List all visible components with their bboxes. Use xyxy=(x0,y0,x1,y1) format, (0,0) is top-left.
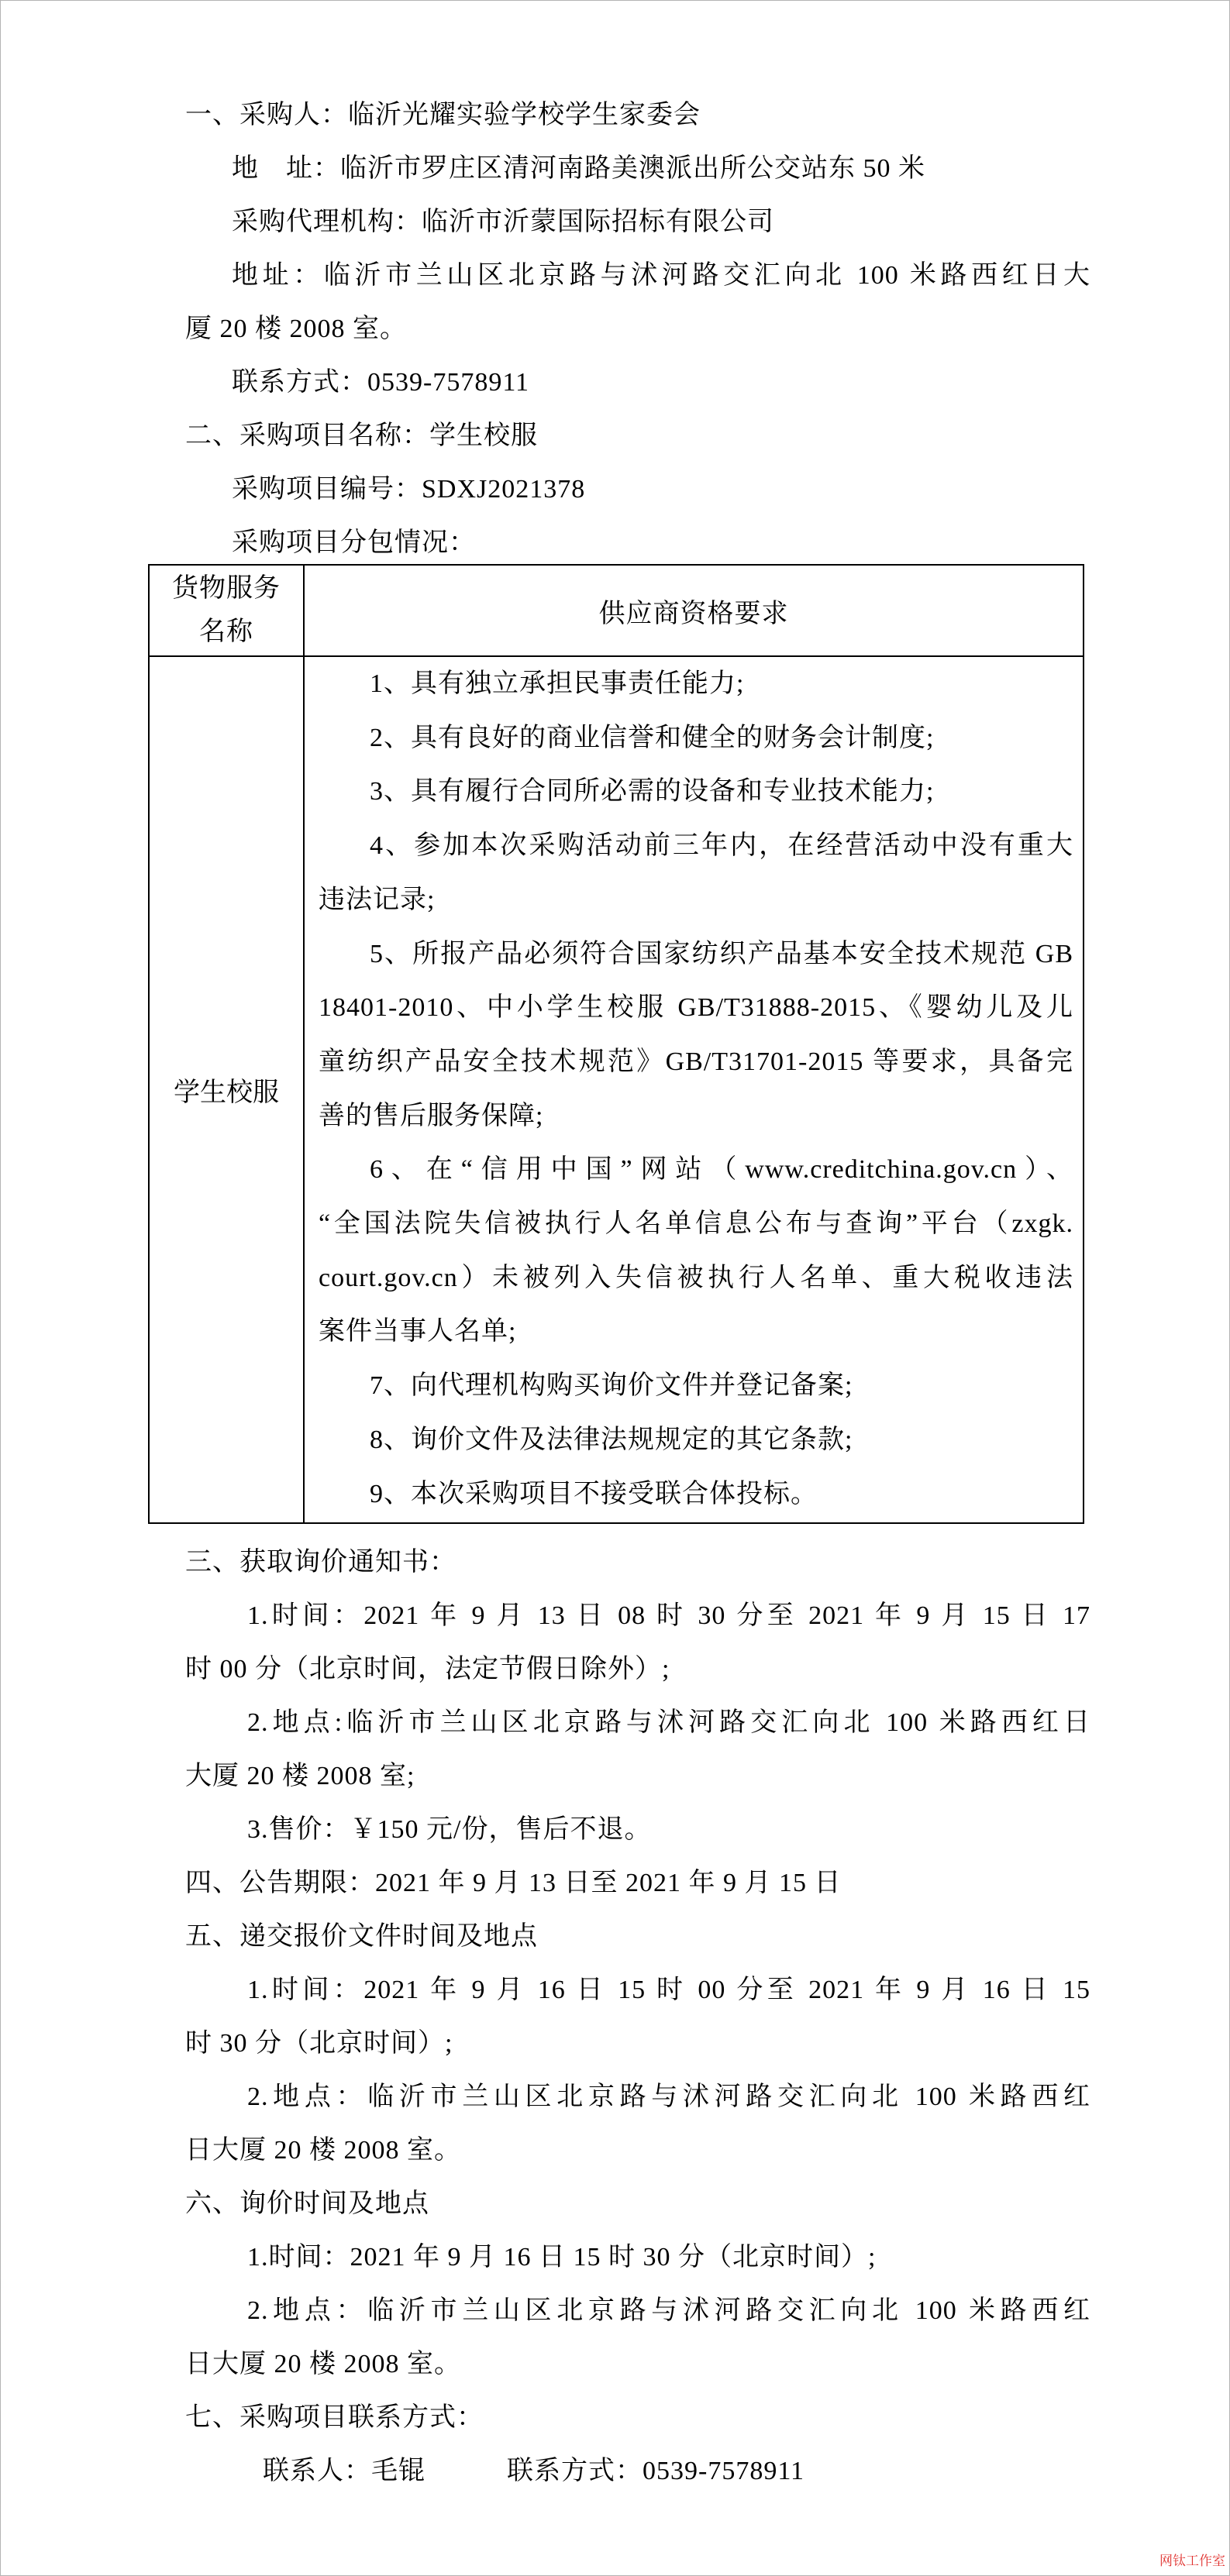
text-line: 2.地点:临沂市兰山区北京路与沭河路交汇向北 100 米路西红日 xyxy=(247,1708,1090,1737)
text-line: 违法记录; xyxy=(319,885,436,914)
text-line: 2、具有良好的商业信誉和健全的财务会计制度; xyxy=(370,723,935,752)
text-line: 时 30 分（北京时间）; xyxy=(185,2029,453,2058)
package-table xyxy=(148,564,1084,1524)
text-line: 8、询价文件及法律法规规定的其它条款; xyxy=(370,1425,853,1454)
text-line: 采购项目分包情况： xyxy=(232,528,476,557)
header-line: 货物服务 xyxy=(172,574,281,603)
text-line: 采购项目编号：SDXJ2021378 xyxy=(232,475,586,504)
text-line: 童纺织产品安全技术规范》GB/T31701-2015 等要求，具备完 xyxy=(319,1047,1073,1076)
text-line: 3、具有履行合同所必需的设备和专业技术能力; xyxy=(370,777,935,807)
text-line: 时 00 分（北京时间，法定节假日除外）; xyxy=(185,1655,670,1684)
text-line: 采购代理机构：临沂市沂蒙国际招标有限公司 xyxy=(232,208,774,236)
text-line: 2.地点：临沂市兰山区北京路与沭河路交汇向北 100 米路西红 xyxy=(247,2082,1090,2111)
text-line: 5、所报产品必须符合国家纺织产品基本安全技术规范 GB xyxy=(370,939,1073,968)
qualification-requirements-cell xyxy=(304,656,1084,1523)
text-line: 三、获取询价通知书： xyxy=(185,1548,457,1577)
text-line: 善的售后服务保障; xyxy=(319,1101,544,1130)
text-line: 地址：临沂市兰山区北京路与沭河路交汇向北 100 米路西红日大 xyxy=(232,261,1090,290)
text-line: 二、采购项目名称：学生校服 xyxy=(185,421,538,450)
pre-table-text xyxy=(185,1,1090,569)
table-body-row xyxy=(149,656,1084,1523)
text-line: 六、询价时间及地点 xyxy=(185,2189,429,2218)
post-table-text xyxy=(185,1536,1090,2498)
document-content xyxy=(172,1,1090,2498)
text-line: court.gov.cn）未被列入失信被执行人名单、重大税收违法 xyxy=(319,1263,1073,1292)
text-line: “全国法院失信被执行人名单信息公布与查询”平台（zxgk. xyxy=(319,1209,1073,1239)
watermark-text: 网钛工作室 xyxy=(1159,2554,1225,2568)
text-line: 7、向代理机构购买询价文件并登记备案; xyxy=(370,1371,853,1401)
text-line: 1.时间：2021 年 9 月 16 日 15 时 30 分（北京时间）; xyxy=(247,2243,877,2272)
text-line: 日大厦 20 楼 2008 室。 xyxy=(185,2136,461,2165)
text-line: 4、参加本次采购活动前三年内，在经营活动中没有重大 xyxy=(370,831,1073,861)
text-line: 案件当事人名单; xyxy=(319,1317,517,1346)
text-line: 3.售价：￥150 元/份，售后不退。 xyxy=(247,1815,652,1844)
text-line: 一、采购人：临沂光耀实验学校学生家委会 xyxy=(185,101,701,129)
text-line: 厦 20 楼 2008 室。 xyxy=(185,315,407,343)
text-line: 联系方式：0539-7578911 xyxy=(232,368,530,397)
table-header-row xyxy=(149,565,1084,656)
requirements-text xyxy=(319,657,1073,1521)
col-header-supplier-qualification: 供应商资格要求 xyxy=(304,565,1084,656)
text-line: 1.时间：2021 年 9 月 16 日 15 时 00 分至 2021 年 9 月 16 日 15 xyxy=(247,1976,1090,2004)
text-line: 2.地点：临沂市兰山区北京路与沭河路交汇向北 100 米路西红 xyxy=(247,2296,1090,2325)
text-line: 1、具有独立承担民事责任能力; xyxy=(370,669,745,698)
text-line: 地 址：临沂市罗庄区清河南路美澳派出所公交站东 50 米 xyxy=(232,154,925,183)
text-line: 大厦 20 楼 2008 室; xyxy=(185,1762,415,1790)
col-header-goods-service-name xyxy=(149,565,304,656)
text-line: 五、递交报价文件时间及地点 xyxy=(185,1922,538,1951)
text-line: 联系人：毛锟 联系方式：0539-7578911 xyxy=(263,2457,805,2485)
text-line: 1.时间：2021 年 9 月 13 日 08 时 30 分至 2021 年 9 月 15 日 17 xyxy=(247,1601,1090,1630)
text-line: 9、本次采购项目不接受联合体投标。 xyxy=(370,1479,818,1508)
text-line: 日大厦 20 楼 2008 室。 xyxy=(185,2350,461,2378)
header-line: 名称 xyxy=(199,617,253,646)
text-line: 6、在“信用中国”网站（www.creditchina.gov.cn）、 xyxy=(370,1155,1073,1185)
text-line: 七、采购项目联系方式： xyxy=(185,2403,484,2432)
text-line: 18401-2010、中小学生校服 GB/T31888-2015、《婴幼儿及儿 xyxy=(319,993,1073,1023)
text-line: 四、公告期限：2021 年 9 月 13 日至 2021 年 9 月 15 日 xyxy=(185,1869,842,1897)
goods-name-cell: 学生校服 xyxy=(149,656,304,1523)
